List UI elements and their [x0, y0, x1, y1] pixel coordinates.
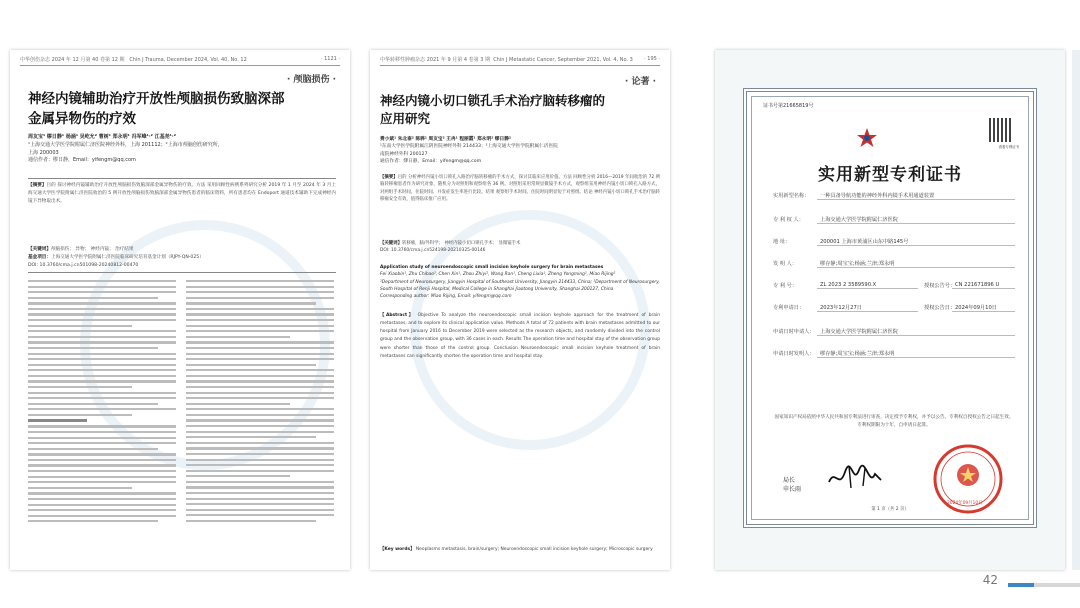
body-column-right [186, 280, 334, 525]
side-strip [1072, 50, 1080, 570]
section-label: · 颅脑损伤 · [286, 75, 336, 85]
certificate-number: 证书号第21665819号 [763, 103, 814, 109]
handwritten-signature [825, 462, 885, 492]
author-block: 周友宝¹ 缪日静¹ 杨涵¹ 吴屹允² 曹树¹ 郑永明¹ 冯军峰¹·² 江基尧¹·² ¹上海交通大学医学院附属仁济医院神经外科，上海 201112；²上海市颅脑创伤研究所， 上海 200003 通信作者：缪日静，Email：yifengm@qq.com [28, 134, 223, 164]
certificate-frame [743, 88, 1037, 528]
keywords: 【关键词】颅脑损伤； 异物； 神经内镜； 治疗结果 基金项目：上海交通大学医学院附属仁济医院临床研究培育基金计划（RJPY-QN-025） DOI: 10.3760/cma.j.cn501098-20240812-00470 [28, 247, 204, 268]
abstract: 【摘要】目的 探讨神经内镜辅助治疗开放性颅脑损伤致脑深部金属异物伤的疗效。方法 采用回顾性病例系列研究分析 2019 年 1 月至 2024 年 3 月上海交通大学医学院附属仁济医院收治的 5 例开放性颅脑损伤致脑深部金属异物伤患者的临床资料，所有患者均在 Endoport 通道技术辅助下完成神经内镜下异物取出术。 [28, 183, 336, 204]
field-row: 申请日时发明人： 缪存静;周宝宝;杨涵;兰津;郑永明 [773, 350, 1015, 358]
divider [28, 178, 336, 179]
english-title-block: Application study of neuroendoscopic small incision keyhole surgery for brain metastases Fei Xiaobin¹, Zhu Chibao², Chen Xin¹, Zhou Zhiyi², Wang Ran¹, Cheng Lixia¹, Zheng Yongming², Miao Rijing² ¹Department of Neurosurgery, Jiangyin Hospital of Southeast University, Jiangyin 214433, China; ²Department of Neurosurgery, South Hospital of Renji Hospital, Medical College in Shanghai Jiaotong University, Shanghai 200127, China Corresponding author: Miao Rijing, Email: yifengm@qq.com [380, 265, 660, 300]
journal-header: 中华转移性肿瘤杂志 2021 年 9 月第 4 卷第 3 期 Chin J Metastatic Cancer, September 2021, Vol. 4, No. 3 · 195 · [380, 56, 660, 66]
divider [28, 272, 336, 273]
slide-number: 42 [982, 573, 998, 587]
paper-page-2 [370, 50, 670, 570]
patent-emblem-icon [855, 126, 879, 150]
section-label: · 论著 · [624, 77, 656, 87]
signature-labels: 局长 申长雨 [783, 477, 802, 493]
field-row: 专利申请日： 2023年12月27日 授权公告日： 2024年09月10日 [773, 304, 1015, 312]
field-row: 实用新型名称： 一种具备导航功能的神经外科内镜手术用通道装置 [773, 192, 1015, 200]
paper-title: 神经内镜辅助治疗开放性颅脑损伤致脑深部 金属异物伤的疗效 [28, 91, 285, 127]
paper-title: 神经内镜小切口锁孔手术治疗脑转移瘤的 应用研究 [380, 93, 606, 127]
english-keywords: 【Key words】 Neoplasms metastasis, brain/surgery; Neuroendoscopic small incision keyhole surgery; Microscopic surgery [380, 547, 653, 552]
qr-code [989, 118, 1013, 142]
field-row: 申请日时申请人： 上海交通大学医学院附属仁济医院 [773, 328, 1015, 336]
certificate-page-label: 第 1 页（共 2 页） [871, 507, 909, 512]
patent-certificate [715, 50, 1065, 570]
paper-page-1 [10, 50, 350, 570]
body-column-left [28, 280, 176, 526]
english-abstract: 【Abstract】 Objective To analyze the neuroendoscopic small incision keyhole approach for the treatment of brain metastases, and to explore its clinical application value. Methods A total of 72 patients with brain metastases admitted to our hospital from January 2016 to December 2019 were selected as the research objects, and randomly divided into the control group and the observation group, with 36 cases in each. Results The operation time and hospital stay of the observation group were shorter than those of the control group. Conclusion Neuroendoscopic small incision keyhole treatment of brain metastases can significantly shorten the operation time and hospital stay. [380, 313, 660, 359]
keywords: 【关键词】转移瘤，脑/外科学； 神经内镜小切口锁孔手术； 显微镜手术 DOI: 10.3760/cma.j.cn524198-20210325-00146 [380, 241, 521, 254]
field-row: 专 利 权 人： 上海交通大学医学院附属仁济医院 [773, 216, 1015, 224]
field-row: 专 利 号： ZL 2023 2 3589590.X 授权公告号： CN 221671896 U [773, 282, 1015, 289]
qr-caption: 查看专利证书 [998, 145, 1019, 149]
journal-header: 中华创伤杂志 2024 年 12 月第 40 卷第 12 期 Chin J Trauma, December 2024, Vol. 40, No. 12 · 1121 · [20, 56, 340, 66]
field-row: 地 址： 200001 上海市黄浦区山东中路145号 [773, 238, 1015, 246]
slide-footer-bar [1008, 583, 1080, 587]
abstract: 【摘要】目的 分析神经内镜小切口锁孔入路治疗脑转移瘤的手术方式，探讨其临床应用价值。方法 回顾性分析 2016—2019 年间收治的 72 例脑转移瘤患者作为研究对象，随机分为对照组和观察组各 36 例。对照组采用常规显微镜手术方式，观察组采用神经内镜小切口锁孔入路方式，对两组手术时间、住院时间、并发症发生率进行比较。结果 观察组手术时间、住院时间明显短于对照组。结论 神经内镜小切口锁孔手术治疗脑转移瘤安全有效，值得临床推广应用。 [380, 175, 660, 203]
author-block: 费小斌¹ 朱北泰² 陈骅¹ 周友宝² 王冉¹ 程丽霞¹ 郑永明² 缪日静² ¹东南大学医学院附属江阴医院神经外科 214433；²上海交通大学医学院附属仁济医院 南院神经外科 200127 通信作者：缪日静，Email：yifengm@qq.com [380, 137, 558, 164]
certificate-notice: 国家知识产权局依照中华人民共和国专利法进行审查，决定授予专利权，并予以公告。专利权自授权公告之日起生效。专利权期限为十年，自申请日起算。 [774, 415, 1014, 428]
field-row: 发 明 人： 缪存静;周宝宝;杨涵;兰津;郑永明 [773, 260, 1015, 268]
seal-date: 2024年09月10日 [947, 501, 983, 506]
certificate-title: 实用新型专利证书 [818, 165, 962, 185]
